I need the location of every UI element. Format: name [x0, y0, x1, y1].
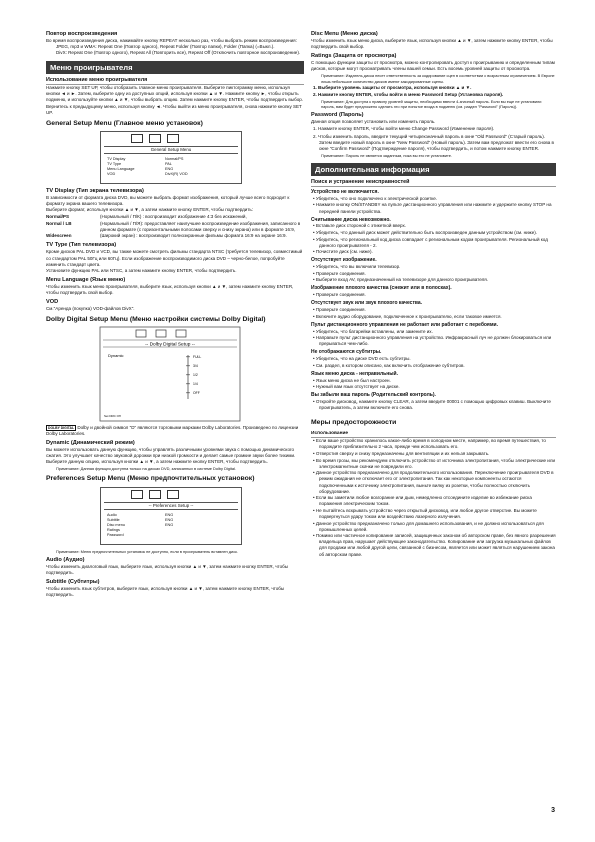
- dolby-level-label: OFF: [193, 390, 200, 395]
- trouble-heading: Язык меню диска - неправильный.: [311, 370, 398, 377]
- general-menu-title: General Setup Menu: [104, 146, 238, 154]
- preferences-menu-values: [165, 513, 235, 538]
- preferences-setup-title: Preferences Setup Menu (Меню предпочтительных установок): [46, 475, 255, 483]
- menu-row-value: ENG: [165, 522, 174, 527]
- repeat-text: Во время воспроизведения диска, нажимайте кнопку REPEAT несколько раз, чтобы выбрать режим воспроизведения:: [46, 38, 297, 43]
- general-setup-menu-screen: [100, 131, 242, 184]
- password-text: Данная опция позволяет установить или изменить пароль.: [311, 119, 436, 125]
- def-value: (Нормальный / П/К) : воспроизводит изображение 4:3 без искажений,: [100, 214, 247, 220]
- precaution-item: • Во время грозы, мы рекомендуем отключить устройство от источника электропитания, чтобы электрические или электромагнитные скачки не повредили его.: [311, 458, 556, 470]
- trouble-heading: Устройство не включается.: [311, 189, 379, 196]
- trouble-item: • Убедитесь, что данный диск может действительно быть воспроизведен данным устройством (см. ниже).: [311, 230, 556, 236]
- dolby-menu-title: -- Dolby Digital Setup --: [145, 342, 195, 348]
- tv-type-text: Кроме дисков PAL DVD и VCD, вы также можете смотреть фильмы стандарта NTSC (требуется телевизор, совместимый со стандартом PAL 50Гц или 60Гц). Если изображение воспроизводимого диска DVD – черно-белое, попробуйте изменить стандарт цвета.: [46, 249, 303, 267]
- menu-row-value: ENG: [165, 512, 174, 517]
- menu-row-value: PAL: [165, 162, 172, 167]
- menu-row-key: Subtitle: [107, 517, 120, 522]
- vod-title: VOD: [46, 298, 59, 305]
- trouble-item: • Проверьте соединения.: [311, 292, 556, 298]
- right-column: [311, 28, 556, 558]
- general-setup-title: General Setup Menu (Главное меню установок): [46, 119, 203, 127]
- audio-title: Audio (Аудио): [46, 556, 85, 563]
- general-menu-keys: [107, 157, 165, 177]
- troubleshooting-list: [311, 189, 556, 411]
- menu-row-key: Audio: [107, 512, 117, 517]
- trouble-heading: Пульт дистанционного управления не работает или работает с перебоями.: [311, 321, 498, 328]
- general-menu-rows: [101, 155, 241, 183]
- section-bar-player-menu: Меню проигрывателя: [46, 61, 304, 74]
- tv-display-def: [46, 221, 304, 233]
- precaution-item: • Отверстия сверху и снизу предназначены для вентиляции и их нельзя закрывать.: [311, 451, 556, 457]
- dolby-level-label: 3/4: [193, 363, 198, 368]
- menu-row-value: ENG: [165, 167, 174, 172]
- tv-type-text2: Установите функцию PAL или NTSC, а затем нажмите кнопку ENTER, чтобы подтвердить.: [46, 267, 237, 273]
- tv-type-title: TV Type (Тип телевизора): [46, 242, 117, 249]
- trouble-heading: Изображение плохого качества (снежит или в полосках).: [311, 285, 452, 292]
- precaution-item: • Не пытайтесь вскрывать устройство через открытый дисковод, или любое другое отверстие. Вы можете подвергнуться удару током или воздействию лазерного излучения.: [311, 508, 556, 520]
- menu-language-text: Чтобы изменить язык меню проигрывателя, выберите язык, используя кнопки ▲ и ▼, затем нажмите кнопку ENTER, чтобы подтвердить свой выбор.: [46, 283, 294, 295]
- menu-row-value: Normal/PS: [165, 157, 184, 162]
- dolby-menu-footer: Set DRC Off: [104, 413, 121, 418]
- left-column: [46, 28, 304, 598]
- repeat-jpeg: JPEG, mp3 и WMA: Repeat One (Повтор одного), Repeat Folder (Повтор папки), Folder (Папка) (=Выкл.).: [56, 44, 275, 50]
- def-key: Widescreen: [46, 233, 72, 239]
- vod-text: См."Аренда (покупка) VOD-файлов DivX".: [46, 305, 135, 311]
- menu-row-key: TV Display: [107, 157, 126, 162]
- trouble-heading: Вы забыли ваш пароль (Родительский контроль).: [311, 392, 436, 399]
- dynamic-title: Dynamic (Динамический режим): [46, 439, 135, 446]
- repeat-title: Повтор воспроизведения: [46, 31, 118, 37]
- dolby-menu-figure: [46, 325, 246, 425]
- menu-row-key: Disc menu: [107, 522, 125, 527]
- precautions-subtitle: Использование: [311, 431, 556, 438]
- troubleshooting-title: Поиск и устранение неисправностей: [311, 179, 556, 187]
- def-value: (Нормальный / П/Я): предоставляет наилучшее воспроизведение изображения, записанного в данном формате (с горизонтальными полосами сверху и снизу экрана) или в формате 16:9,: [100, 220, 301, 232]
- trouble-item: • Убедитесь, что региональный код диска совпадает с региональным кодом проигрывателя. Региональный код данного проигрывателя - 2.: [311, 237, 556, 249]
- general-menu-values: [165, 157, 235, 177]
- trouble-item: • Откройте дисковод, нажмите кнопку CLEAR, а затем введите 00001 с помощью цифровых клавиш. Выключите проигрыватель, а затем включите его снова.: [311, 399, 556, 411]
- preferences-menu-rows: [101, 511, 241, 544]
- preferences-menu-screen: [100, 487, 242, 545]
- preferences-icon: [167, 490, 179, 499]
- def-key: Normal / LB: [46, 220, 72, 226]
- repeat-divx: DivX: Repeat One (Повтор одного), Repeat All (Повторить все), Repeat Off (Отключить повторное воспроизведение).: [56, 50, 301, 56]
- speaker-icon: [149, 134, 161, 143]
- disc-menu-title: Disc Menu (Меню диска): [311, 31, 378, 37]
- dolby-trademark-row: [46, 425, 304, 437]
- trouble-item: • Нажмите кнопку ON/STANDBY на пульте дистанционного управления или нажмите и удержите кнопку STOP на передней панели устройства.: [311, 202, 556, 214]
- menu-row-key: VOD: [107, 172, 116, 177]
- trouble-item: • Проверьте соединения.: [311, 307, 556, 313]
- precautions-list: [311, 438, 556, 557]
- trouble-item: • Убедитесь, что на диске DVD есть субтитры.: [311, 356, 556, 362]
- disc-menu-text: Чтобы изменить язык меню диска, выберите язык, используя кнопки ▲ и ▼, затем нажмите кнопку ENTER, чтобы подтвердить свой выбор.: [311, 38, 553, 50]
- speaker-icon: [149, 490, 161, 499]
- menu-row-key: Ratings: [107, 527, 120, 532]
- trouble-item: • Убедитесь, что батарейки вставлены, или замените их.: [311, 329, 556, 335]
- trouble-item: • Выберите вход AV, предназначенный на телевизоре для данного проигрывателя.: [311, 277, 556, 283]
- password-title: Password (Пароль): [311, 112, 364, 119]
- trouble-item: • Убедитесь, что вы включили телевизор.: [311, 264, 556, 270]
- ratings-note2: Примечание: Для доступа к правилу уровней защиты, необходимо ввести 4-значный пароль. Если вы еще не установили пароль, вам будет предложено сделать это при попытке входа в подменю (см. раздел "Password" (Пароль)).: [321, 98, 542, 110]
- precaution-item: • Помимо или частичное копирование записей, защищенных законом об авторском праве, без явного разрешения владельца прав, нарушает действующее законодательство. Копирование или загрузка музыкальных файлов для продажи или любой другой цели, связанной с бизнесом, является или может являться нарушением закона об авторском праве.: [311, 533, 556, 557]
- audio-text: Чтобы изменить диалоговый язык, выберите язык, используя кнопки ▲ и ▼, затем нажмите кнопку ENTER, чтобы подтвердить.: [46, 563, 289, 576]
- tv-display-text1: В зависимости от формата диска DVD, вы можете выбрать формат изображения, который лучше всего подходит к формату экрана вашего телевизора.: [46, 195, 290, 207]
- dynamic-text2: Выберите данную опцию, используя кнопки ▲ и ▼, а затем нажмите кнопку ENTER, чтобы подтвердить.: [46, 458, 268, 464]
- trouble-heading: Отсутствует изображение.: [311, 257, 377, 264]
- trouble-item: • Убедитесь, что оно подключено к электрической розетке.: [311, 196, 556, 202]
- trouble-item: • Почистите диск (см. ниже).: [311, 249, 556, 255]
- precaution-item: • Данное устройство предназначено только для домашнего использования, и не должно использоваться для промышленных целей.: [311, 521, 556, 533]
- dynamic-text: Вы можете использовать данную функцию, чтобы управлять различными уровнями звука с помощью динамического сжатия. Это улучшает качество звуковой дорожки при низкой громкости и делает самые громкие звуки более тихими.: [46, 446, 296, 458]
- menu-row-key: Menu Language: [107, 167, 135, 172]
- password-step: 2. Чтобы изменить пароль, введите текущий четырехзначный пароль в окне "Old Password" (Старый пароль). Затем введите новый пароль в окне "New Password" (Новый пароль). Затем вам предложат ввести его снова в окне "Confirm Password" (Подтверждение пароля), чтобы подтвердить, и потом нажмите кнопку ENTER.: [313, 133, 554, 151]
- precaution-item: • Данное устройство предназначено для продолжительного использования. Переключение проигрывателя DVD в режим ожидания не отключает его от электропитания. Так как некоторые компоненты остаются подключенными к источнику электропитания, выньте вилку из розетки, чтобы полностью отключить оборудование.: [311, 470, 556, 494]
- trouble-item: • Вставьте диск стороной с этикеткой вверх.: [311, 223, 556, 229]
- dolby-digital-logo: DOLBY DIGITAL: [48, 425, 75, 430]
- ratings-step: 1. Выберите уровень защиты от просмотра, используя кнопки ▲ и ▼.: [313, 84, 472, 90]
- use-menu-title: Использование меню проигрывателя: [46, 77, 304, 85]
- trouble-heading: Не отображаются субтитры.: [311, 349, 382, 356]
- tv-icon: [131, 134, 143, 143]
- menu-language-title: Menu Language (Язык меню): [46, 276, 126, 283]
- dolby-level-label: 1/2: [193, 372, 198, 377]
- precautions-title: Меры предосторожности: [311, 419, 397, 427]
- subtitle-title: Subtitle (Субтитры): [46, 579, 100, 586]
- password-step: 1. Нажмите кнопку ENTER, чтобы войти меню Change Password (Изменение пароля).: [313, 126, 495, 132]
- dolby-menu-screen: [46, 325, 304, 425]
- preferences-icon: [167, 134, 179, 143]
- preferences-menu-keys: [107, 513, 165, 538]
- preferences-note: Примечание: Меню предпочтительных установок не доступно, если в проигрыватель вставлен диск.: [56, 548, 238, 554]
- trouble-heading: Отсутствует звук или звук плохого качества.: [311, 300, 423, 307]
- preferences-menu-title: -- Preferences Setup --: [104, 502, 238, 510]
- dolby-setup-title: Dolby Digital Setup Menu (Меню настройки системы Dolby Digital): [46, 316, 266, 324]
- tv-display-text2: Выберите формат, используя кнопки ▲ и ▼, а затем нажмите кнопку ENTER, чтобы подтвердить:: [46, 207, 254, 213]
- trouble-item: • Проверьте соединения.: [311, 271, 556, 277]
- trouble-item: • Нужный вам язык отсутствует на диске.: [311, 384, 556, 390]
- ratings-note: Примечание: Издатель диска несет ответственность за кодирование сцен в соответствии с возрастным ограничением. В Европе лишь небольшое количество дисков имеют закодированные сцены.: [321, 73, 555, 84]
- def-key: Normal/PS: [46, 214, 69, 220]
- precaution-item: • Если вы заметили любое возгорание или дым, немедленно отсоедините изделие во избежание риска поражения электрическим током.: [311, 495, 556, 507]
- trouble-item: • См. раздел, в котором описано, как включить отображение субтитров.: [311, 363, 556, 369]
- trouble-heading: Считывание диска невозможно.: [311, 216, 391, 223]
- menu-icons-row: [101, 132, 241, 145]
- trouble-item: • Включите аудио оборудование, подключенное к проигрывателю, если таковое имеется.: [311, 314, 556, 320]
- password-note: Примечание: Пароль не является заданным, пока вы его не установите.: [321, 152, 452, 158]
- page-number: 3: [551, 807, 555, 814]
- ratings-title: Ratings (Защита от просмотра): [311, 53, 397, 60]
- dolby-menu-item: Dynamic: [108, 352, 124, 358]
- dolby-level-label: 1/4: [193, 381, 198, 386]
- menu-icons-row: [101, 488, 241, 501]
- ratings-step: 2. Нажмите кнопку ENTER, чтобы войти в меню Password Setup (Установка пароля).: [313, 91, 504, 97]
- tv-icon: [131, 490, 143, 499]
- menu-row-key: TV Type: [107, 162, 122, 167]
- tv-display-def: [46, 233, 304, 239]
- precaution-item: • Если ваше устройство хранилось какое-либо время в холодном месте, например, во время путешествия, то подождите приблизительно 2 часа, прежде чем использовать его.: [311, 438, 556, 450]
- subtitle-text: Чтобы изменить язык субтитров, выберите язык, используя кнопки ▲ и ▼, затем нажмите кнопку ENTER, чтобы подтвердить.: [46, 586, 285, 598]
- menu-row-value: ENG: [165, 517, 174, 522]
- use-menu-text: Нажмите кнопку SET UP, чтобы отобразить главное меню проигрывателя. Выберите пиктограмму меню, используя кнопки ◄ и ►. Затем, выберите одну из доступных опций, используя кнопки ▲ и ▼. Нажмите кнопку ►, чтобы открыть подменю, и используйте кнопки ▲ и ▼, чтобы выбрать опцию. Затем нажмите кнопку ENTER, чтобы подтвердить выбор. Вернитесь к предыдущему меню, используя кнопку ◄. Чтобы выйти из меню проигрывателя, снова нажмите кнопку SET UP.: [46, 85, 304, 115]
- trouble-item: • Язык меню диска не был настроен.: [311, 378, 556, 384]
- def-value: (Широкий экран) : воспроизводит полноэкранные фильмы формата 16:9 на экране 16:9.: [100, 233, 287, 239]
- tv-display-def: [46, 214, 304, 220]
- dolby-trademark: Dolby и двойной символ "D" являются торговыми марками Dolby Laboratories. Произведено по лицензии Dolby Laboratories.: [46, 424, 299, 436]
- ratings-text: С помощью функции защиты от просмотра, можно контролировать доступ к проигрыванию и определенным типам дисков, которые могут просматривать члены вашей семьи. Есть восемь уровней защиты от просмотра.: [311, 60, 555, 72]
- tv-display-title: TV Display (Тип экрана телевизора): [46, 188, 144, 195]
- trouble-item: • Направьте пульт дистанционного управления на устройство. Инфракрасный луч не должен блокироваться или прерываться чем-либо.: [311, 335, 556, 347]
- dynamic-note: Примечание: Данная функция доступна только на дисках DVD, записанных в системе Dolby Digital.: [56, 466, 236, 472]
- menu-row-key: Password: [107, 532, 124, 537]
- menu-row-value: DivX(R) VOD: [165, 172, 188, 177]
- section-bar-extra-info: Дополнительная информация: [311, 163, 556, 176]
- dolby-level-label: FULL: [193, 354, 202, 359]
